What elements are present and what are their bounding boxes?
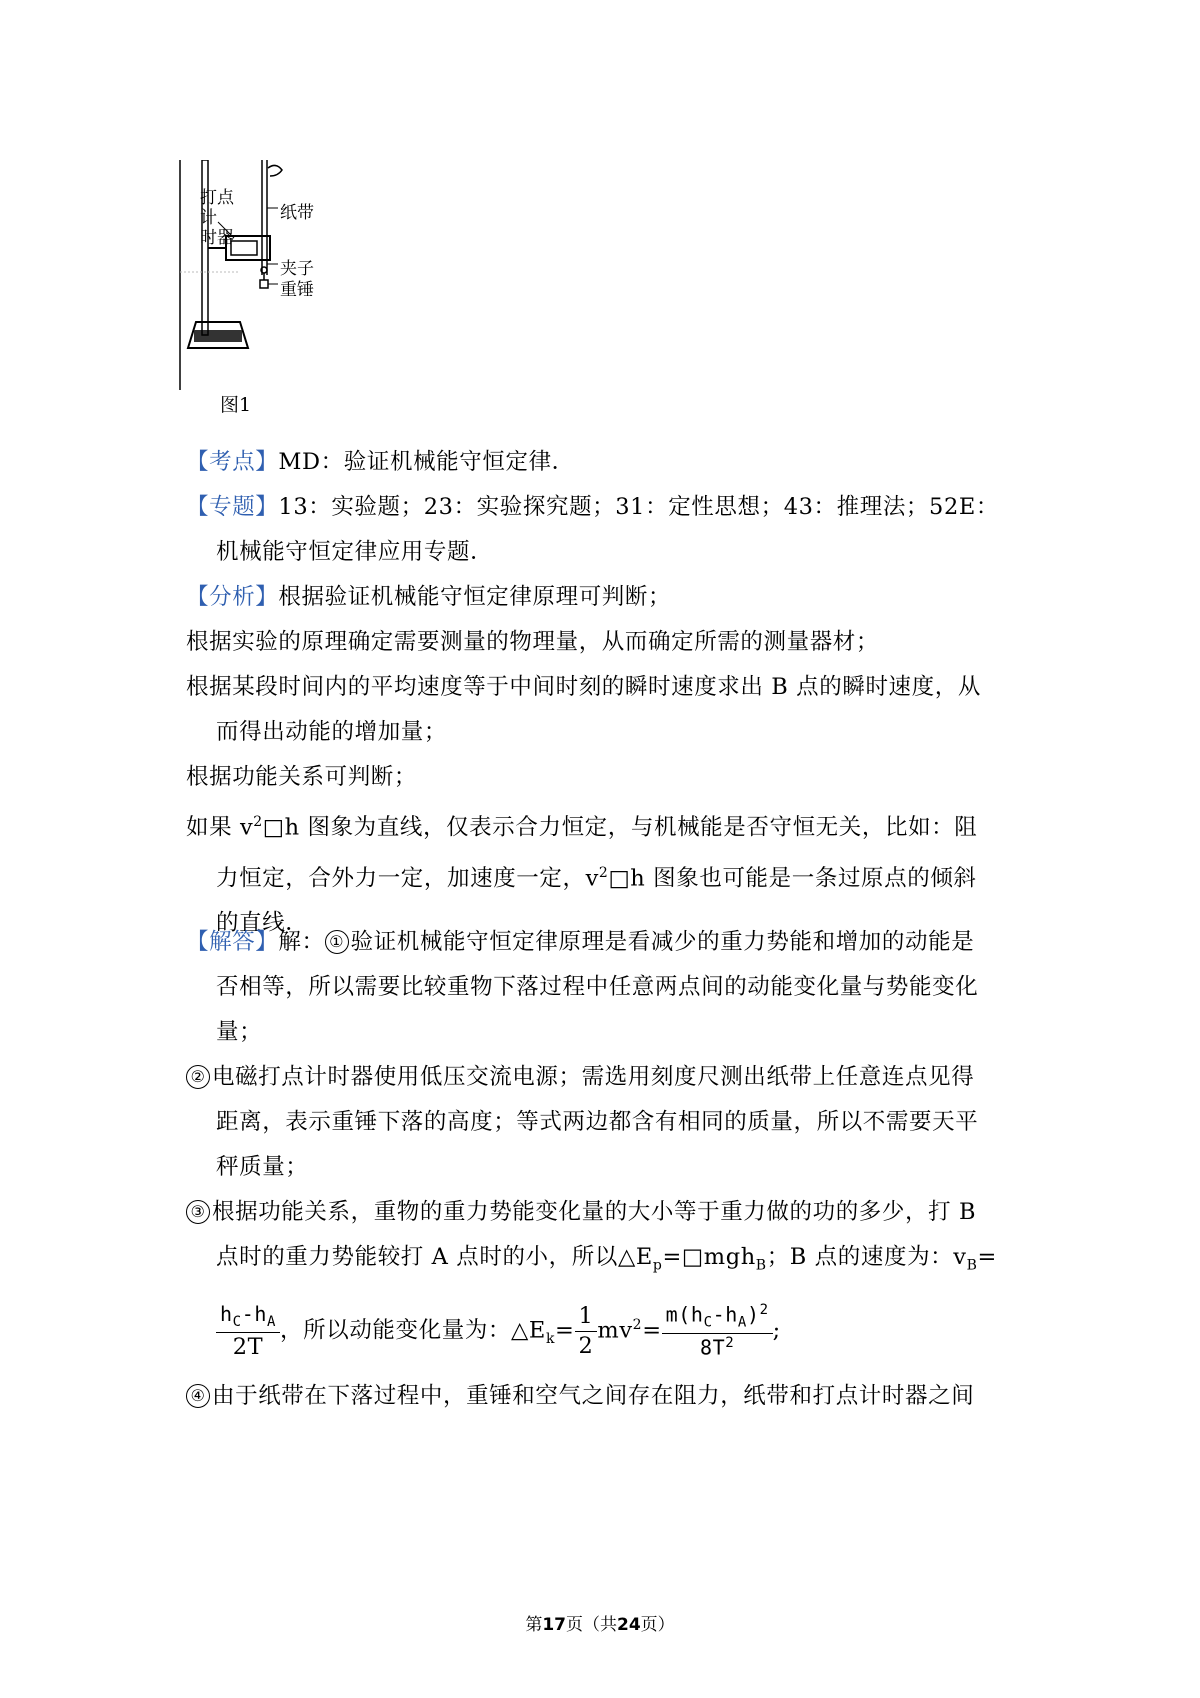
jieda-p3-formula: $\frac{h_C-h_A}{2T}$ ，所以动能变化量为：$\triangle E_k=$ $\frac{1}{2}$ $mv^2=$ $\frac{m(h_C-h_A)^2}{8T^2}$ ; <box>186 1303 1032 1360</box>
jieda-section <box>186 920 1032 1419</box>
text-run: 力恒定，合外力一定，加速度一定，v <box>216 865 599 891</box>
figure-caption: 图1 <box>220 394 252 416</box>
kaodian-tag: 【考点】 <box>186 449 279 475</box>
text-run: h 图象也可能是一条过原点的倾斜 <box>630 865 977 891</box>
jieda-p2c: 秤质量； <box>216 1154 309 1180</box>
text-run: 如果 v <box>186 814 254 841</box>
text-run: 页） <box>640 1615 675 1635</box>
zhuanti-section <box>186 485 1032 575</box>
fraction-energy: $\frac{m(h_C-h_A)^2}{8T^2}$ <box>662 1303 773 1359</box>
text-run: 验证机械能守恒定律原理是看减少的重力势能和增加的动能是 <box>350 929 975 955</box>
label-clip: 夹子 <box>280 259 314 279</box>
fenxi-line3b: 而得出动能的增加量； <box>216 719 448 745</box>
jieda-tag: 【解答】 <box>186 929 279 955</box>
zhuanti-line1: 13：实验题；23：实验探究题；31：定性思想；43：推理法；52E： <box>278 494 999 520</box>
circled-1: ① <box>325 930 349 954</box>
fenxi-line2: 根据实验的原理确定需要测量的物理量，从而确定所需的测量器材； <box>186 629 880 655</box>
label-weight: 重锤 <box>280 280 314 300</box>
fenxi-line3a: 根据某段时间内的平均速度等于中间时刻的瞬时速度求出 B 点的瞬时速度，从 <box>186 674 981 700</box>
zhuanti-tag: 【专题】 <box>186 494 279 520</box>
label-tape: 纸带 <box>280 203 314 223</box>
page-number: 17 <box>542 1615 566 1635</box>
fenxi-section <box>186 575 1032 946</box>
jieda-p3-line2: 点时的重力势能较打 A 点时的小，所以$\triangle E_p=□mgh_B$；B 点的速度为：$v_B=$ <box>216 1244 997 1274</box>
circled-2: ② <box>186 1065 210 1089</box>
jieda-p1d: 量； <box>216 1019 263 1045</box>
fenxi-line5-cont: 力恒定，合外力一定，加速度一定，$v^2□h$ 图象也可能是一条过原点的倾斜 <box>216 864 977 891</box>
text-run: mv <box>597 1317 633 1344</box>
text-run: 根据功能关系，重物的重力势能变化量的大小等于重力做的功的多少，打 B <box>212 1199 977 1225</box>
zhuanti-line2: 机械能守恒定律应用专题． <box>216 539 494 565</box>
text-run: 解： <box>278 929 325 955</box>
text-run: 第 <box>525 1615 543 1635</box>
fraction-velocity: $\frac{h_C-h_A}{2T}$ <box>216 1303 280 1360</box>
jieda-p1c: 否相等，所以需要比较重物下落过程中任意两点间的动能变化量与势能变化 <box>216 974 979 1000</box>
kaodian-section <box>186 440 1032 485</box>
fenxi-tag: 【分析】 <box>186 584 279 610</box>
kaodian-text: MD：验证机械能守恒定律． <box>278 449 575 475</box>
label-timer: 打点计 时器 <box>200 188 234 248</box>
text-run: 页（共 <box>566 1615 617 1635</box>
fenxi-line5: 如果 $v^2□h$ 图象为直线，仅表示合力恒定，与机械能是否守恒无关，比如：阻 <box>186 814 978 841</box>
text-run: 电磁打点计时器使用低压交流电源；需选用刻度尺测出纸带上任意连点见得 <box>212 1064 975 1090</box>
fenxi-line4: 根据功能关系可判断； <box>186 764 418 790</box>
circled-3: ③ <box>186 1200 210 1224</box>
fenxi-line1: 根据验证机械能守恒定律原理可判断； <box>278 584 672 610</box>
jieda-p2b: 距离，表示重锤下落的高度；等式两边都含有相同的质量，所以不需要天平 <box>216 1109 979 1135</box>
text-run: ；B 点的速度为：v <box>766 1244 967 1270</box>
fenxi-line5e: 的直线． <box>216 910 309 936</box>
figure-1 <box>178 160 338 420</box>
page-footer <box>0 1610 1200 1635</box>
text-run: ，所以动能变化量为：△E <box>280 1317 546 1344</box>
fraction-half: $\frac{1}{2}$ <box>575 1304 598 1359</box>
circled-4: ④ <box>186 1384 210 1408</box>
page-total: 24 <box>617 1615 641 1635</box>
text-run: mgh <box>703 1244 756 1270</box>
text-run: h 图象为直线，仅表示合力恒定，与机械能是否守恒无关，比如：阻 <box>284 814 978 841</box>
text-run: 点时的重力势能较打 A 点时的小，所以△E <box>216 1244 653 1270</box>
text-run: 由于纸带在下落过程中，重锤和空气之间存在阻力，纸带和打点计时器之间 <box>212 1382 975 1409</box>
